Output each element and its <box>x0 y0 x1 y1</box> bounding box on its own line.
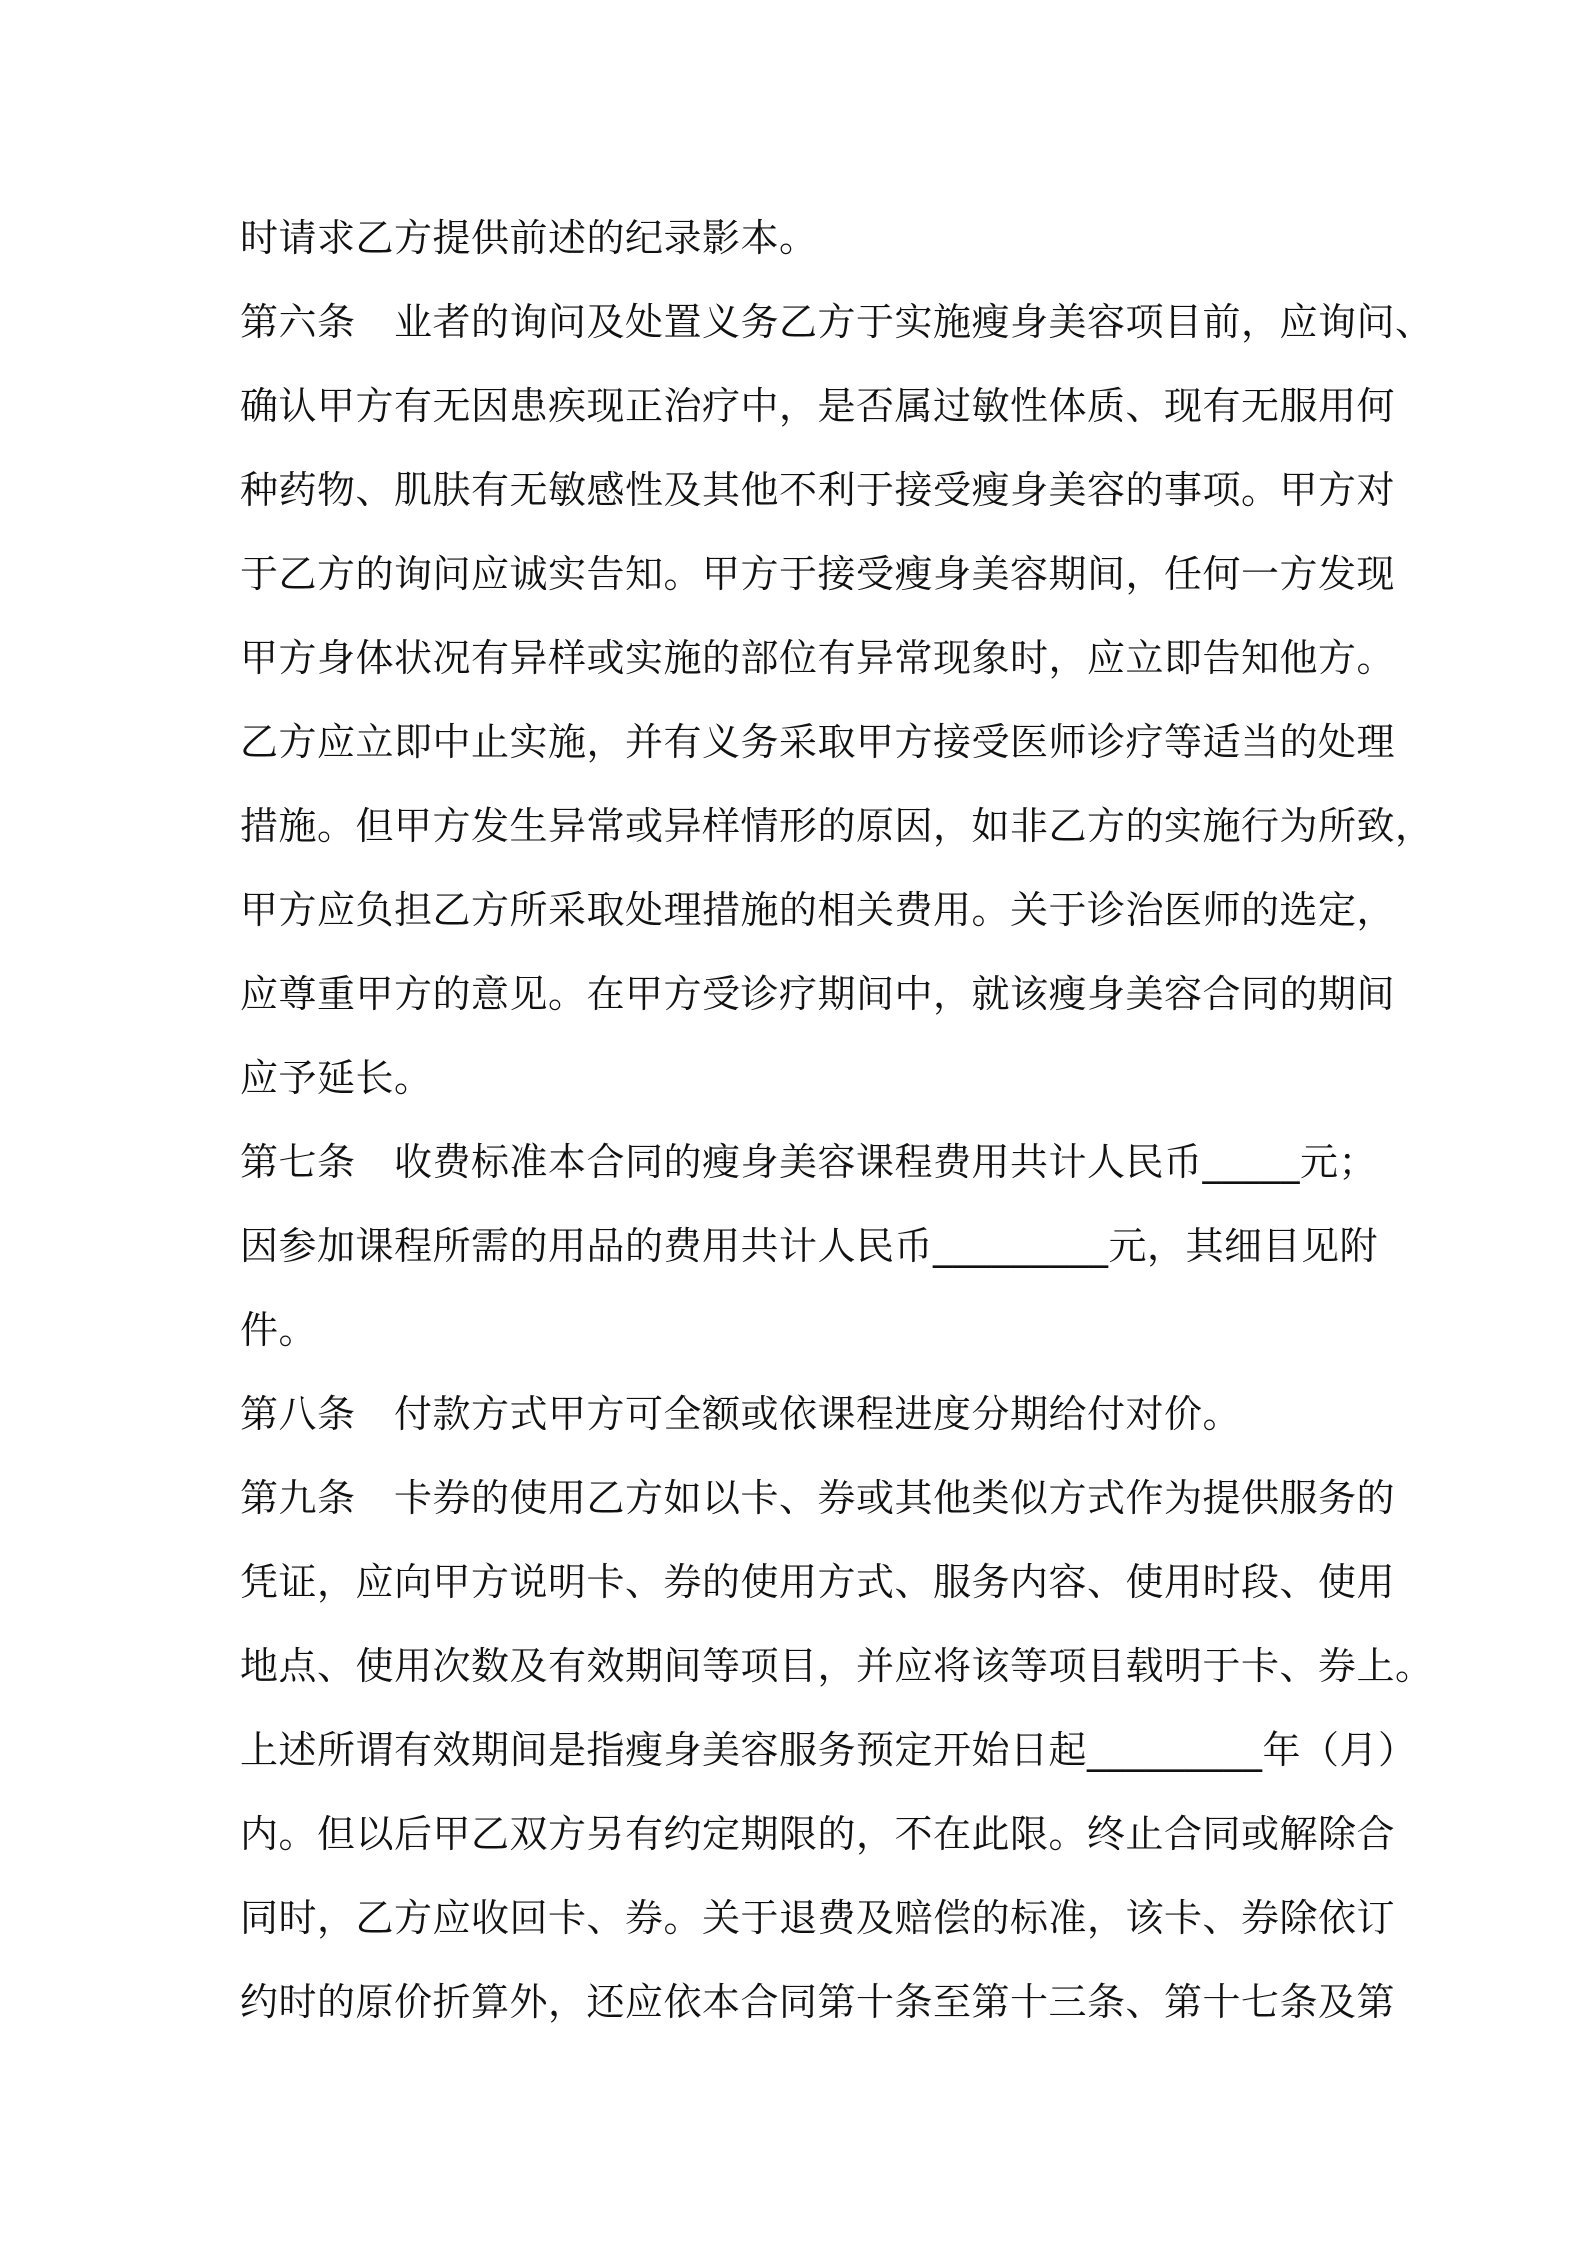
text-line: 内。但以后甲乙双方另有约定期限的，不在此限。终止合同或解除合 <box>240 1812 1396 1856</box>
text-line: 应予延长。 <box>240 1056 433 1100</box>
text-line: 地点、使用次数及有效期间等项目，并应将该等项目载明于卡、券上。 <box>240 1644 1434 1688</box>
text-line: 措施。但甲方发生异常或异样情形的原因，如非乙方的实施行为所致， <box>240 804 1434 848</box>
text-line: 甲方身体状况有异样或实施的部位有异常现象时，应立即告知他方。 <box>240 636 1396 680</box>
text-line: 第六条 业者的询问及处置义务乙方于实施瘦身美容项目前，应询问、 <box>240 300 1434 344</box>
text-line: 应尊重甲方的意见。在甲方受诊疗期间中，就该瘦身美容合同的期间 <box>240 972 1396 1016</box>
text-line: 因参加课程所需的用品的费用共计人民币_________元，其细目见附 <box>240 1224 1379 1268</box>
text-line: 甲方应负担乙方所采取处理措施的相关费用。关于诊治医师的选定， <box>240 888 1396 932</box>
text-line: 约时的原价折算外，还应依本合同第十条至第十三条、第十七条及第 <box>240 1980 1396 2024</box>
text-line: 乙方应立即中止实施，并有义务采取甲方接受医师诊疗等适当的处理 <box>240 720 1396 764</box>
text-line: 确认甲方有无因患疾现正治疗中，是否属过敏性体质、现有无服用何 <box>240 384 1396 428</box>
text-line: 时请求乙方提供前述的纪录影本。 <box>240 216 818 260</box>
document-body <box>240 196 1434 2044</box>
text-line: 第九条 卡券的使用乙方如以卡、券或其他类似方式作为提供服务的 <box>240 1476 1396 1520</box>
text-line: 第七条 收费标准本合同的瘦身美容课程费用共计人民币_____元； <box>240 1140 1378 1184</box>
text-line: 上述所谓有效期间是指瘦身美容服务预定开始日起_________年（月） <box>240 1728 1417 1772</box>
text-line: 凭证，应向甲方说明卡、券的使用方式、服务内容、使用时段、使用 <box>240 1560 1396 1604</box>
text-line: 于乙方的询问应诚实告知。甲方于接受瘦身美容期间，任何一方发现 <box>240 552 1396 596</box>
text-line: 件。 <box>240 1308 318 1352</box>
text-line: 同时，乙方应收回卡、券。关于退费及赔偿的标准，该卡、券除依订 <box>240 1896 1396 1940</box>
text-line: 第八条 付款方式甲方可全额或依课程进度分期给付对价。 <box>240 1392 1242 1436</box>
text-line: 种药物、肌肤有无敏感性及其他不利于接受瘦身美容的事项。甲方对 <box>240 468 1396 512</box>
